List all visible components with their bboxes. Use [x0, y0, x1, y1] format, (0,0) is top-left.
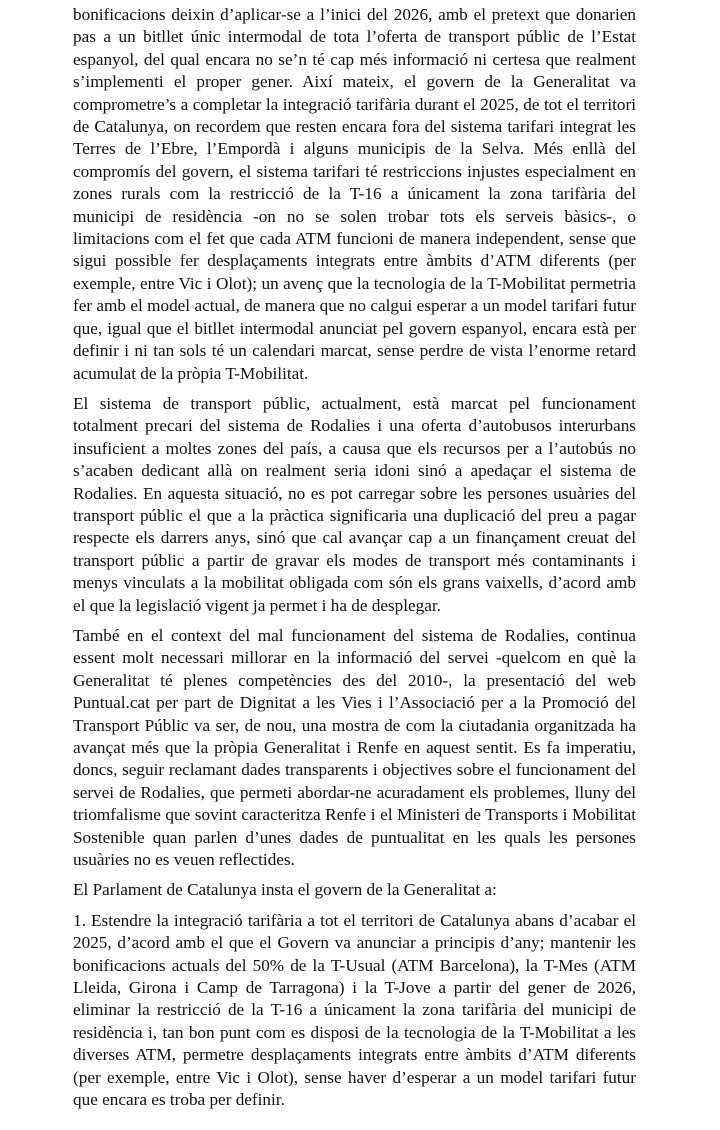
paragraph-parliament-resolution-intro: El Parlament de Catalunya insta el govern de la Generalitat a: [73, 880, 497, 900]
paragraph-tariff-integration: bonificacions deixin d’aplicar-se a l’inici del 2026, amb el pretext que donarien pas a un bitllet únic intermodal de tota l’oferta de transport públic de l’Estat espanyol, del qual encara no se’n té cap més informació ni certesa que realment s’implementi el proper gener. Així mateix, el govern de la Generalitat va comprometre’s a completar la integració tarifària durant el 2025, de tot el territori de Catalunya, on recordem que resten encara fora del sistema tarifari integrat les Terres de l’Ebre, l’Empordà i alguns municipis de la Selva. Més enllà del compromís del govern, el sistema tarifari té restriccions injustes especialment en zones rurals com la restricció de la T-16 a únicament la zona tarifària del municipi de residència -on no se solen trobar tots els serveis bàsics-, o limitacions com el fet que cada ATM funcioni de manera independent, sense que sigui possible fer desplaçaments integrats entre àmbits d’ATM diferents (per exemple, entre Vic i Olot); un avenç que la tecnologia de la T-Mobilitat permetria fer amb el model actual, de manera que no calgui esperar a un model tarifari futur que, igual que el bitllet intermodal anunciat pel govern espanyol, encara està per definir i ni tan sols té un calendari marcat, sense perdre de vista l’enorme retard acumulat de la pròpia T-Mobilitat. [73, 5, 636, 383]
paragraph-public-transport-system: El sistema de transport públic, actualment, està marcat pel funcionament totalment precari del sistema de Rodalies i una oferta d’autobusos interurbans insuficient a moltes zones del país, a causa que els recursos per a l’autobús no s’acaben dedicant allà on realment seria idoni sinó a apedaçar el sistema de Rodalies. En aquesta situació, no es pot carregar sobre les persones usuàries del transport públic el que a la pràctica significaria una duplicació del preu a pagar respecte els darrers anys, sinó que cal avançar cap a un finançament creuat del transport públic a partir de gravar els modes de transport més contaminants i menys vinculats a la mobilitat obligada com són els grans vaixells, d’acord amb el que la legislació vigent ja permet i ha de desplegar. [73, 393, 636, 615]
paragraph-resolution-point-1: 1. Estendre la integració tarifària a tot el territori de Catalunya abans d’acabar el 2025, d’acord amb el que el Govern va anunciar a principis d’any; mantenir les bonificacions actuals del 50% de la T-Usual (ATM Barcelona), la T-Mes (ATM Lleida, Girona i Camp de Tarragona) i la T-Jove a partir del gener de 2026, eliminar la restricció de la T-16 a únicament la zona tarifària del municipi de residència i, tan bon punt com es disposi de la tecnologia de la T-Mobilitat a les diverses ATM, permetre desplaçaments integrats entre àmbits d’ATM diferents (per exemple, entre Vic i Olot), sense haver d’esperar a un model tarifari futur que encara es troba per definir. [73, 910, 636, 1110]
paragraph-rodalies-information: També en el context del mal funcionament del sistema de Rodalies, continua essent molt necessari millorar en la informació del servei -quelcom en què la Generalitat té plenes competències des del 2010-, la presentació del web Puntual.cat per part de Dignitat a les Vies i l’Associació per a la Promoció del Transport Públic va ser, de nou, una mostra de com la ciutadania organitzada ha avançat més que la pròpia Generalitat i Renfe en aquest sentit. Es fa imperatiu, doncs, seguir reclamant dades transparents i objectives sobre el funcionament del servei de Rodalies, que permeti abordar-ne acuradament els problemes, lluny del triomfalisme que sovint caracteritza Renfe i el Ministeri de Transports i Mobilitat Sostenible quan parlen d’unes dades de puntualitat en les quals les persones usuàries no es veuen reflectides. [73, 625, 636, 870]
